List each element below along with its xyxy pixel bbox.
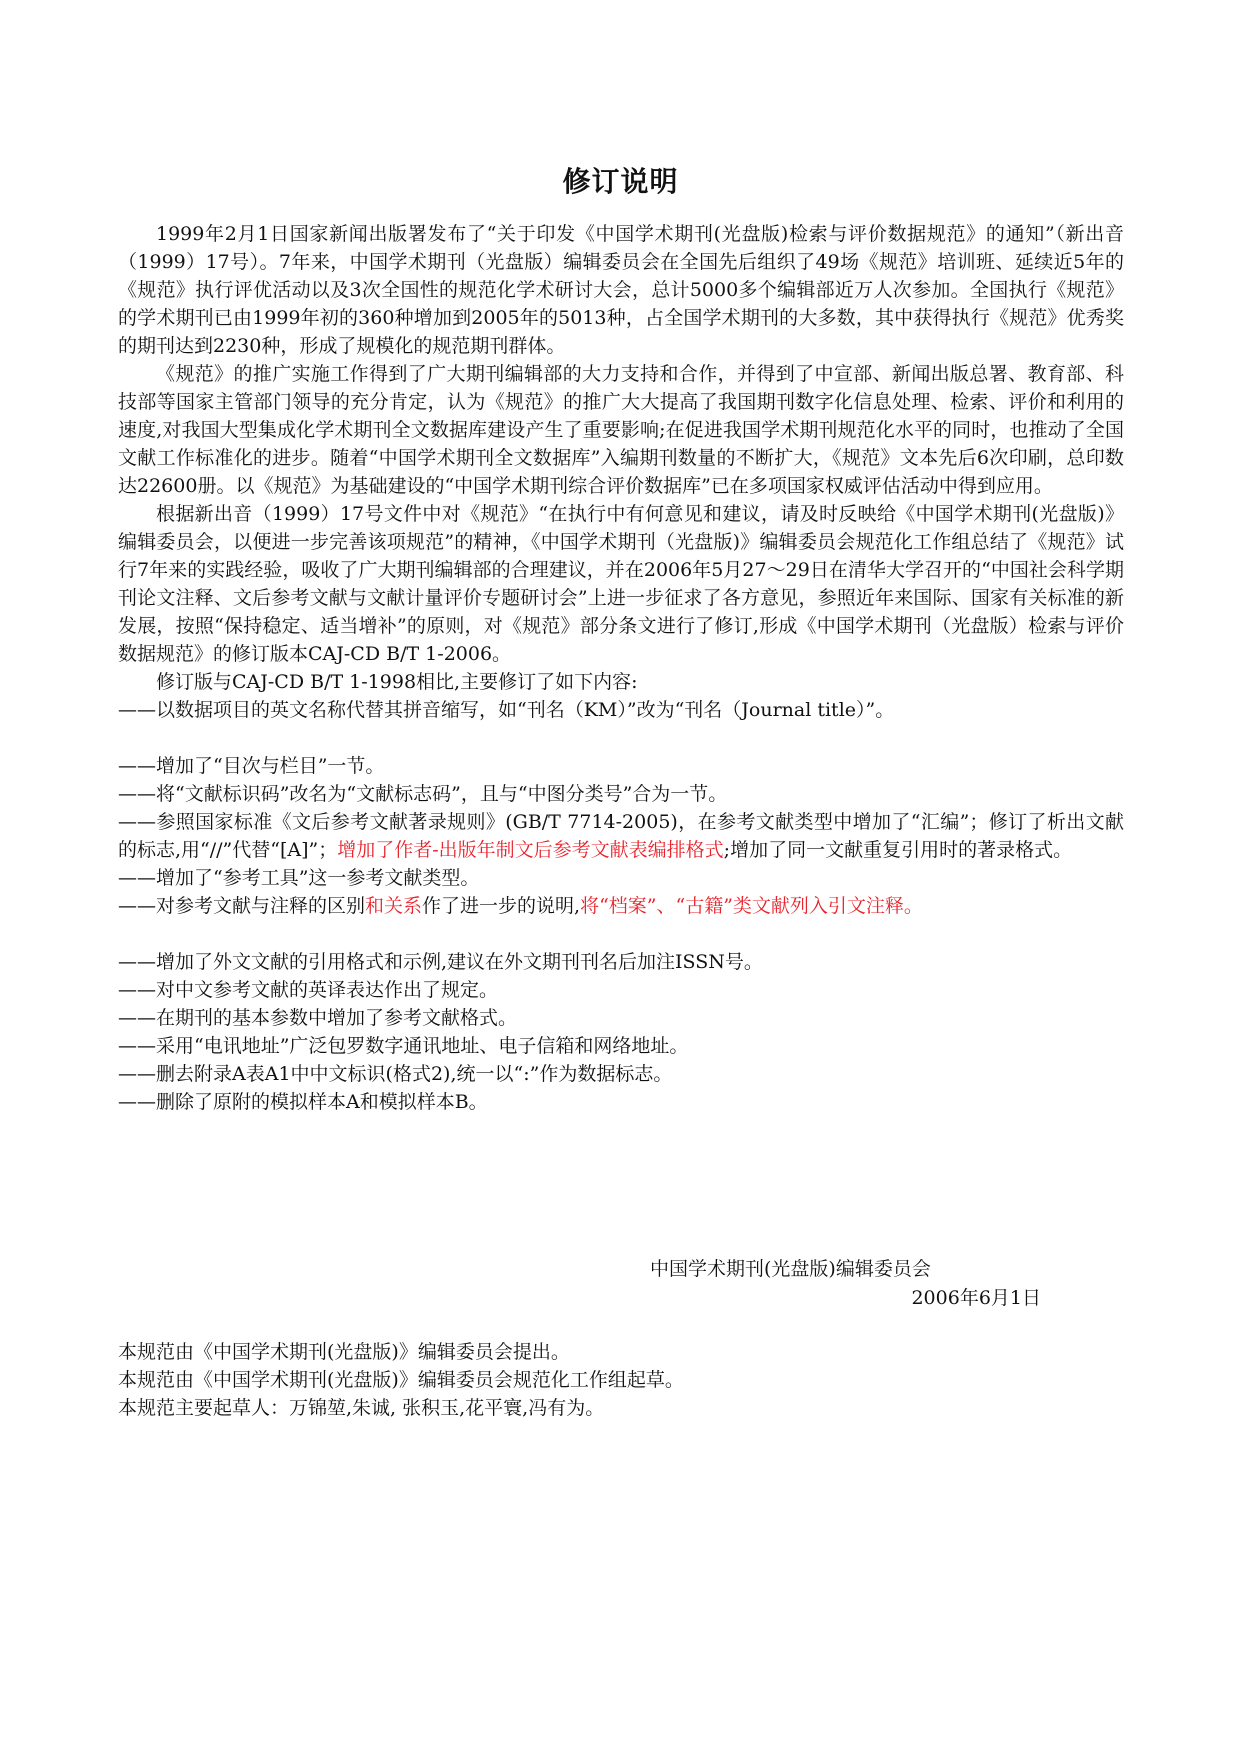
paragraph: 根据新出音（1999）17号文件中对《规范》“在执行中有何意见和建议，请及时反映给《中国学术期刊(光盘版)》编辑委员会，以便进一步完善该项规范”的精神，《中国学术期刊（光盘版)》编辑委员会规范化工作组总结了《规范》试行7年来的实践经验，吸收了广大期刊编辑部的合理建议，并在2006年5月27～29日在清华大学召开的“中国社会科学期刊论文注释、文后参考文献与文献计量评价专题研讨会”上进一步征求了各方意见，参照近年来国际、国家有关标准的新发展，按照“保持稳定、适当增补”的原则，对《规范》部分条文进行了修订,形成《中国学术期刊（光盘版）检索与评价数据规范》的修订版本CAJ-CD B/T 1-2006。 bbox=[118, 503, 1124, 665]
footer-line: 本规范由《中国学术期刊(光盘版)》编辑委员会规范化工作组起草。 bbox=[118, 1369, 684, 1391]
footer-line: 本规范由《中国学术期刊(光盘版)》编辑委员会提出。 bbox=[118, 1341, 570, 1363]
paragraph: 《规范》的推广实施工作得到了广大期刊编辑部的大力支持和合作，并得到了中宣部、新闻出版总署、教育部、科技部等国家主管部门领导的充分肯定，认为《规范》的推广大大提高了我国期刊数字化信息处理、检索、评价和利用的速度,对我国大型集成化学术期刊全文数据库建设产生了重要影响;在促进我国学术期刊规范化水平的同时，也推动了全国文献工作标准化的进步。随着“中国学术期刊全文数据库”入编期刊数量的不断扩大，《规范》文本先后6次印刷，总印数达22600册。以《规范》为基础建设的“中国学术期刊综合评价数据库”已在多项国家权威评估活动中得到应用。 bbox=[118, 363, 1124, 497]
change-item: ——对中文参考文献的英译表达作出了规定。 bbox=[118, 979, 499, 1001]
change-item: ——以数据项目的英文名称代替其拼音缩写，如“刊名（KM）”改为“刊名（Journal title）”。 bbox=[118, 699, 895, 721]
change-item: ——增加了“参考工具”这一参考文献类型。 bbox=[118, 867, 480, 889]
text: ——参照国家标准《文后参考文献著录规则》(GB/T 7714-2005)，在参考文献类型中增加了“汇编”；修订了析出文献的标志,用“//”代替“[A]”； bbox=[118, 811, 1124, 861]
change-item: ——增加了“目次与栏目”一节。 bbox=[118, 755, 385, 777]
document-body bbox=[118, 220, 1124, 1116]
paragraph: 1999年2月1日国家新闻出版署发布了“关于印发《中国学术期刊(光盘版)检索与评价数据规范》的通知”（新出音（1999）17号）。7年来，中国学术期刊（光盘版）编辑委员会在全国先后组织了49场《规范》培训班、延续近5年的《规范》执行评优活动以及3次全国性的规范化学术研讨大会，总计5000多个编辑部近万人次参加。全国执行《规范》的学术期刊已由1999年初的360种增加到2005年的5013种，占全国学术期刊的大多数，其中获得执行《规范》优秀奖的期刊达到2230种，形成了规模化的规范期刊群体。 bbox=[118, 223, 1124, 357]
change-item: ——采用“电讯地址”广泛包罗数字通讯地址、电子信箱和网络地址。 bbox=[118, 1035, 689, 1057]
change-item: ——删除了原附的模拟样本A和模拟样本B。 bbox=[118, 1091, 488, 1113]
change-item: ——增加了外文文献的引用格式和示例,建议在外文期刊刊名后加注ISSN号。 bbox=[118, 951, 763, 973]
footer-line: 本规范主要起草人：万锦堃,朱诚, 张积玉,花平寰,冯有为。 bbox=[118, 1397, 605, 1419]
change-item: ——在期刊的基本参数中增加了参考文献格式。 bbox=[118, 1007, 518, 1029]
change-item bbox=[118, 808, 1124, 864]
paragraph: 修订版与CAJ-CD B/T 1-1998相比,主要修订了如下内容: bbox=[156, 671, 638, 693]
highlighted-text: 增加了作者-出版年制文后参考文献表编排格式 bbox=[337, 839, 724, 861]
text: 作了进一步的说明, bbox=[422, 895, 581, 917]
change-item bbox=[118, 892, 1124, 920]
text: ;增加了同一文献重复引用时的著录格式。 bbox=[723, 839, 1073, 861]
change-item: ——将“文献标识码”改名为“文献标志码”，且与“中图分类号”合为一节。 bbox=[118, 783, 728, 805]
page-title: 修订说明 bbox=[562, 165, 679, 198]
signature: 中国学术期刊(光盘版)编辑委员会 bbox=[650, 1258, 931, 1280]
footer-notes bbox=[118, 1338, 684, 1422]
date: 2006年6月1日 bbox=[911, 1287, 1041, 1309]
highlighted-text: 将“档案”、“古籍”类文献列入引文注释。 bbox=[580, 895, 923, 917]
change-item: ——删去附录A表A1中中文标识(格式2),统一以“:”作为数据标志。 bbox=[118, 1063, 673, 1085]
highlighted-text: 和关系 bbox=[365, 895, 423, 917]
text: ——对参考文献与注释的区别 bbox=[118, 895, 366, 917]
